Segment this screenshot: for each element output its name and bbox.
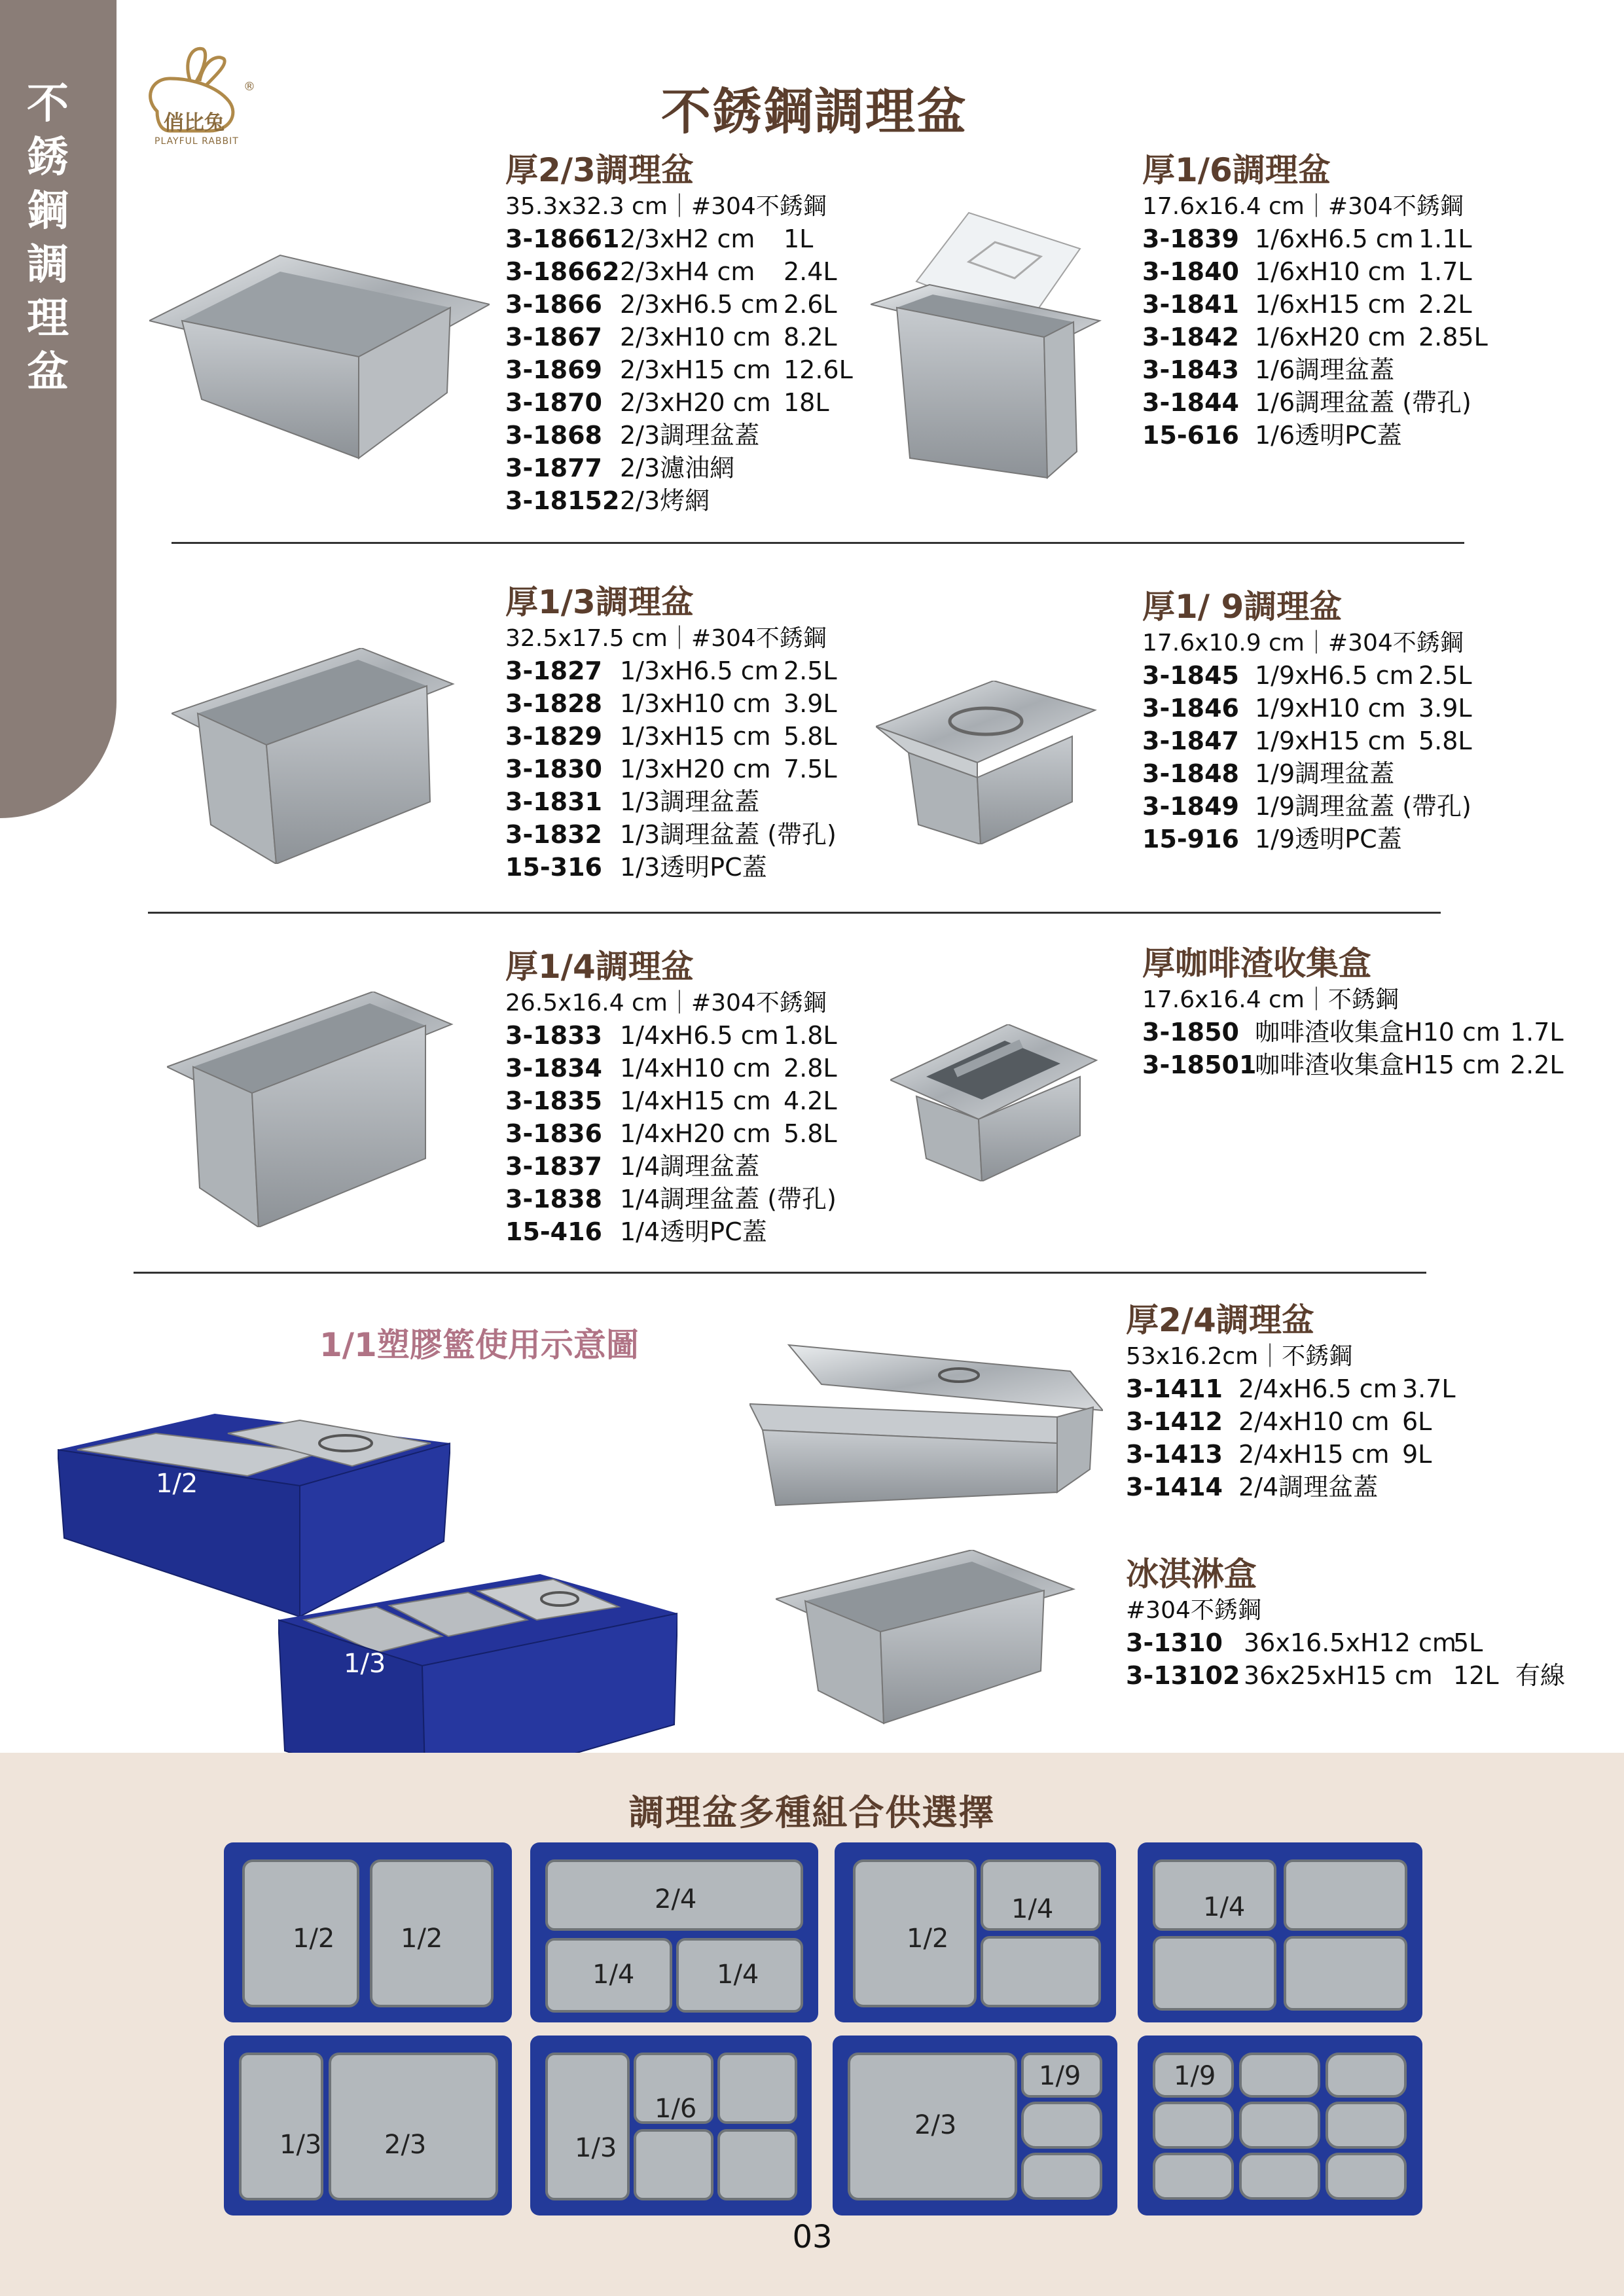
item-code: 3-1841 [1142,290,1239,319]
item-code: 3-1412 [1126,1407,1223,1436]
product-title: 厚2/3調理盆 [505,151,694,189]
table-row [505,1183,837,1215]
item-desc: 2/3調理盆蓋 [620,421,760,450]
table-row [505,484,853,517]
item-desc: 1/3xH15 cm [620,722,771,751]
combinations-title: 調理盆多種組合供選擇 [628,1792,996,1833]
item-code: 3-1867 [505,323,602,351]
item-desc: 1/3調理盆蓋 [620,787,760,816]
item-code: 3-1310 [1126,1628,1223,1657]
item-code: 3-1846 [1142,694,1239,723]
item-desc: 1/4xH10 cm [620,1054,771,1083]
item-desc: 1/3xH20 cm [620,755,771,783]
table-row [1142,757,1472,790]
product-spec: 26.5x16.4 cm｜#304不銹鋼 [505,990,827,1016]
combo-tray-1-2-1-2 [224,1842,512,2022]
item-desc: 2/3烤網 [620,486,710,515]
product-title: 冰淇淋盒 [1126,1555,1257,1593]
logo-subtitle: PLAYFUL RABBIT [154,136,239,147]
product-spec: 17.6x16.4 cm｜#304不銹鋼 [1142,193,1464,220]
section-divider [148,912,1441,914]
item-desc: 1/6透明PC蓋 [1255,421,1402,450]
table-row [505,851,837,884]
section-divider [134,1272,1426,1274]
item-desc: 2/4xH15 cm [1238,1440,1390,1469]
product-block-icecream [1126,1553,1565,1692]
pan-2-4-image [749,1332,1103,1528]
side-title-char: 理 [27,295,69,343]
combo-tray-1-3-2-3 [224,2036,512,2215]
item-code: 3-1838 [505,1185,602,1213]
item-capacity: 1.7L [1418,257,1472,286]
product-title: 厚咖啡渣收集盒 [1142,944,1371,982]
product-title: 厚2/4調理盆 [1126,1301,1314,1339]
item-desc: 1/6xH15 cm [1255,290,1406,319]
item-code: 3-18662 [505,257,620,286]
table-row [1126,1438,1456,1471]
item-desc: 2/3xH4 cm [620,257,755,286]
table-row [505,419,853,452]
combo-tray-2-4-1-4-1-4 [530,1842,818,2022]
tray-label: 2/3 [384,2130,427,2160]
item-desc: 2/3xH15 cm [620,355,771,384]
table-row [505,288,853,321]
product-block-1-3 [505,581,837,884]
product-block-1-9 [1142,586,1472,855]
product-block-2-4 [1126,1299,1456,1503]
item-code: 3-1829 [505,722,602,751]
item-capacity: 2.6L [784,290,837,319]
item-desc: 1/6調理盆蓋 (帶孔) [1255,388,1471,417]
item-capacity: 1.8L [784,1021,837,1050]
item-capacity: 5.8L [784,722,837,751]
product-block-1-4 [505,946,837,1248]
table-row [505,655,837,687]
table-row [505,785,837,818]
side-title-char: 盆 [27,348,69,397]
combo-tray-1-2-1-4 [835,1842,1116,2022]
item-desc: 1/4xH15 cm [620,1086,771,1115]
item-capacity: 1.1L [1418,224,1472,253]
table-row [1142,1049,1564,1081]
item-desc: 2/4xH10 cm [1238,1407,1390,1436]
item-desc: 2/3濾油網 [620,454,735,482]
product-title: 厚1/6調理盆 [1142,151,1331,189]
item-capacity: 6L [1402,1407,1432,1436]
product-block-coffee [1142,942,1564,1081]
product-title: 厚1/4調理盆 [505,948,694,986]
item-code: 3-1832 [505,820,602,849]
product-block-1-6 [1142,149,1488,452]
item-capacity: 5.8L [1418,726,1472,755]
item-code: 3-1850 [1142,1018,1239,1047]
product-title: 厚1/ 9調理盆 [1142,588,1343,626]
item-code: 15-916 [1142,825,1239,853]
product-title: 厚1/3調理盆 [505,583,694,621]
table-row [1142,823,1472,855]
product-table [505,1019,837,1248]
item-code: 3-1842 [1142,323,1239,351]
item-code: 15-316 [505,853,602,882]
table-row [1142,255,1488,288]
item-capacity: 3.7L [1402,1374,1456,1403]
item-code: 3-18661 [505,224,620,253]
table-row [505,687,837,720]
item-code: 3-1833 [505,1021,602,1050]
table-row [1126,1471,1456,1503]
item-desc: 1/9xH6.5 cm [1255,661,1414,690]
table-row [505,1150,837,1183]
item-capacity: 5.8L [784,1119,837,1148]
item-code: 3-1845 [1142,661,1239,690]
product-spec: 53x16.2cm｜不銹鋼 [1126,1343,1353,1370]
item-desc: 1/4xH20 cm [620,1119,771,1148]
logo-registered: ® [244,80,255,94]
tray-label: 1/2 [907,1924,949,1954]
item-code: 3-1828 [505,689,602,718]
item-desc: 1/6xH10 cm [1255,257,1406,286]
item-capacity: 1.7L [1510,1018,1564,1047]
table-row [505,1215,837,1248]
item-capacity: 2.2L [1418,290,1472,319]
item-capacity: 8.2L [784,323,837,351]
item-note: 有線 [1515,1661,1566,1690]
basket-label: 1/3 [344,1649,386,1679]
item-desc: 2/3xH2 cm [620,224,755,253]
tray-label: 1/2 [293,1924,335,1954]
product-spec: #304不銹鋼 [1126,1597,1261,1624]
icecream-box-image [776,1550,1077,1727]
item-capacity: 2.2L [1510,1050,1564,1079]
table-row [505,386,853,419]
table-row [505,1052,837,1085]
side-title-char: 鋼 [27,187,69,236]
item-desc: 1/9調理盆蓋 [1255,759,1395,788]
table-row [1126,1626,1565,1659]
table-row [1142,419,1488,452]
table-row [505,452,853,484]
combo-tray-1-4 [1138,1842,1422,2022]
item-code: 3-1827 [505,656,602,685]
table-row [505,720,837,753]
item-desc: 1/9調理盆蓋 (帶孔) [1255,792,1471,821]
item-code: 3-1849 [1142,792,1239,821]
table-row [1142,692,1472,725]
item-code: 3-1870 [505,388,602,417]
item-capacity: 3.9L [784,689,837,718]
item-desc: 1/3xH6.5 cm [620,656,779,685]
table-row [1142,353,1488,386]
item-desc: 1/9xH15 cm [1255,726,1406,755]
item-desc: 1/4xH6.5 cm [620,1021,779,1050]
tray-label: 2/4 [655,1884,697,1914]
item-code: 3-1839 [1142,224,1239,253]
item-code: 3-1414 [1126,1473,1223,1501]
combo-tray-1-6-1-3 [530,2036,812,2215]
table-row [1142,223,1488,255]
item-capacity: 12L [1453,1661,1499,1690]
item-code: 3-13102 [1126,1661,1240,1690]
item-code: 3-18152 [505,486,620,515]
item-code: 3-1869 [505,355,602,384]
product-table [1142,223,1488,452]
item-code: 3-1830 [505,755,602,783]
pan-2-3-image [149,249,490,471]
item-code: 3-1835 [505,1086,602,1115]
table-row [505,255,853,288]
item-code: 15-416 [505,1217,602,1246]
item-capacity: 18L [784,388,829,417]
item-capacity: 2.5L [1418,661,1472,690]
table-row [505,1117,837,1150]
item-desc: 1/9透明PC蓋 [1255,825,1402,853]
product-spec: 17.6x10.9 cm｜#304不銹鋼 [1142,630,1464,656]
item-desc: 2/4xH6.5 cm [1238,1374,1398,1403]
item-code: 3-1831 [505,787,602,816]
item-code: 3-1866 [505,290,602,319]
item-code: 3-1411 [1126,1374,1223,1403]
pan-1-9-image [876,681,1098,844]
item-desc: 咖啡渣收集盒H10 cm [1255,1018,1500,1047]
product-spec: 35.3x32.3 cm｜#304不銹鋼 [505,193,827,220]
product-spec: 32.5x17.5 cm｜#304不銹鋼 [505,625,827,652]
item-desc: 2/3xH20 cm [620,388,771,417]
section-divider [171,542,1464,544]
table-row [505,223,853,255]
tray-label: 1/9 [1039,2061,1081,2091]
table-row [1142,321,1488,353]
item-code: 15-616 [1142,421,1239,450]
item-code: 3-1843 [1142,355,1239,384]
product-table [1126,1626,1565,1692]
item-desc: 36x16.5xH12 cm [1244,1628,1456,1657]
basket-label: 1/2 [156,1469,198,1499]
combo-tray-1-9 [1138,2036,1422,2215]
pan-1-4-image [167,992,455,1227]
tray-label: 1/2 [401,1924,443,1954]
product-table [1142,1016,1564,1081]
side-title-char: 不 [27,80,69,128]
product-table [505,223,853,517]
side-title-char: 調 [27,241,69,289]
table-row [1142,725,1472,757]
item-capacity: 2.85L [1418,323,1488,351]
item-desc: 36x25xH15 cm [1244,1661,1433,1690]
item-capacity: 3.9L [1418,694,1472,723]
item-code: 3-1868 [505,421,602,450]
item-code: 3-1847 [1142,726,1239,755]
table-row [1126,1372,1456,1405]
item-capacity: 2.8L [784,1054,837,1083]
table-row [505,818,837,851]
item-desc: 1/4透明PC蓋 [620,1217,767,1246]
table-row [505,1019,837,1052]
item-desc: 1/3調理盆蓋 (帶孔) [620,820,837,849]
page-title: 不銹鋼調理盆 [661,82,967,141]
item-code: 3-1837 [505,1152,602,1181]
table-row [1142,386,1488,419]
item-code: 3-1840 [1142,257,1239,286]
table-row [505,1085,837,1117]
table-row [1142,790,1472,823]
coffee-box-image [890,1024,1100,1181]
table-row [1126,1405,1456,1438]
tray-label: 1/3 [280,2130,322,2160]
product-table [1142,659,1472,855]
tray-label: 1/4 [1203,1892,1246,1922]
side-title [25,77,71,399]
item-desc: 1/6調理盆蓋 [1255,355,1395,384]
item-desc: 2/4調理盆蓋 [1238,1473,1379,1501]
item-capacity: 12.6L [784,355,853,384]
product-table [1126,1372,1456,1503]
item-capacity: 1L [784,224,814,253]
item-code: 3-1877 [505,454,602,482]
product-spec: 17.6x16.4 cm｜不銹鋼 [1142,986,1399,1013]
table-row [505,353,853,386]
item-code: 3-1834 [505,1054,602,1083]
tray-label: 1/4 [1011,1894,1054,1924]
tray-label: 1/4 [717,1960,759,1990]
item-capacity: 5L [1453,1628,1483,1657]
table-row [1142,1016,1564,1049]
item-desc: 咖啡渣收集盒H15 cm [1255,1050,1500,1079]
item-desc: 2/3xH10 cm [620,323,771,351]
item-code: 3-1836 [505,1119,602,1148]
table-row [1126,1659,1565,1692]
item-capacity: 2.4L [784,257,837,286]
item-code: 3-1413 [1126,1440,1223,1469]
tray-label: 2/3 [914,2110,957,2140]
item-code: 3-1844 [1142,388,1239,417]
combo-tray-1-9-2-3 [833,2036,1117,2215]
item-capacity: 7.5L [784,755,837,783]
table-row [1142,659,1472,692]
item-desc: 2/3xH6.5 cm [620,290,779,319]
table-row [1142,288,1488,321]
table-row [505,753,837,785]
item-desc: 1/6xH6.5 cm [1255,224,1414,253]
tray-label: 1/6 [655,2094,697,2124]
pan-1-6-image [871,209,1106,484]
pan-1-3-image [171,648,460,864]
product-table [505,655,837,884]
item-capacity: 9L [1402,1440,1432,1469]
item-desc: 1/4調理盆蓋 (帶孔) [620,1185,837,1213]
basket-diagram-title: 1/1塑膠籃使用示意圖 [319,1326,639,1364]
item-desc: 1/6xH20 cm [1255,323,1406,351]
item-desc: 1/3xH10 cm [620,689,771,718]
product-block-2-3 [505,149,853,517]
page-number: 03 [792,2219,833,2255]
item-desc: 1/9xH10 cm [1255,694,1406,723]
item-code: 3-18501 [1142,1050,1257,1079]
logo-name: 俏比兔 [164,111,225,135]
item-desc: 1/4調理盆蓋 [620,1152,760,1181]
table-row [505,321,853,353]
item-capacity: 2.5L [784,656,837,685]
tray-label: 1/3 [575,2133,617,2163]
item-capacity: 4.2L [784,1086,837,1115]
tray-label: 1/4 [592,1960,635,1990]
side-title-char: 銹 [27,134,69,182]
item-desc: 1/3透明PC蓋 [620,853,767,882]
tray-label: 1/9 [1174,2061,1216,2091]
item-code: 3-1848 [1142,759,1239,788]
